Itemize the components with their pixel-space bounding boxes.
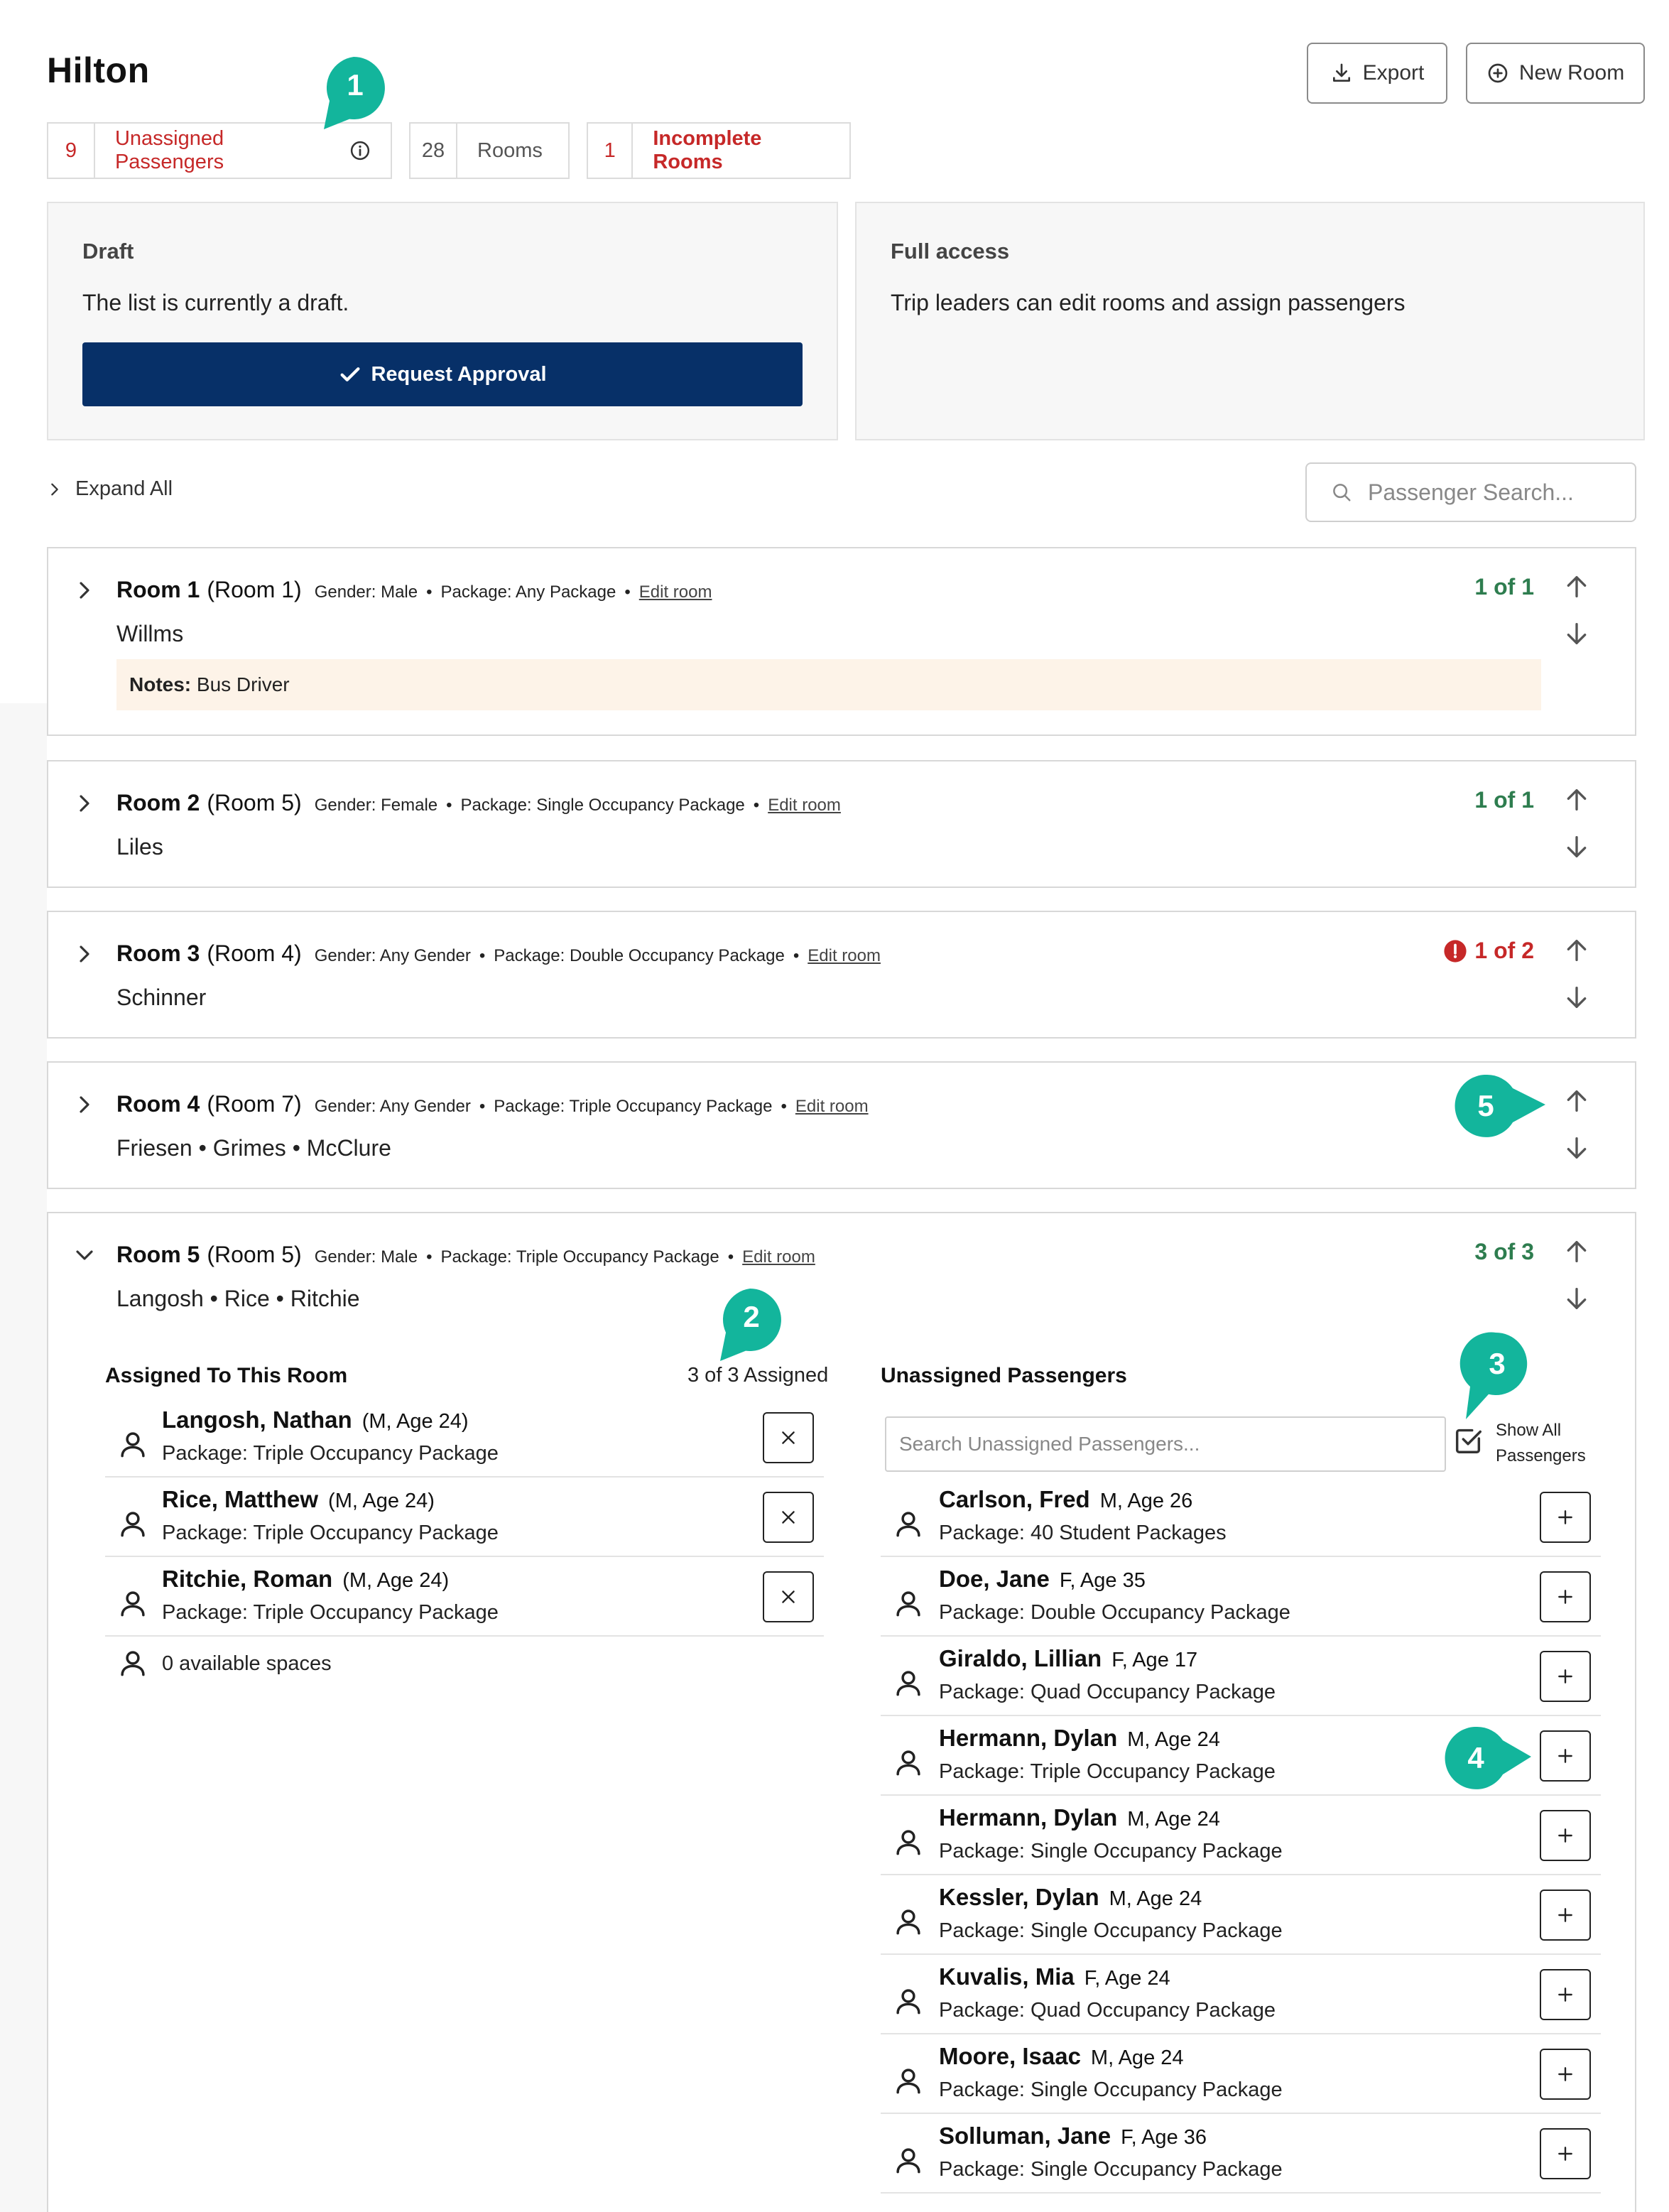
callout-badge-4 <box>1442 1725 1534 1791</box>
unassigned-passenger-row <box>881 2114 1601 2194</box>
unassigned-passenger-row <box>881 1557 1601 1637</box>
passenger-package: Package: Quad Occupancy Package <box>939 1999 1276 2022</box>
person-icon <box>893 1668 923 1698</box>
chevron-right-icon <box>47 482 62 497</box>
room-passengers: Friesen • Grimes • McClure <box>116 1135 391 1161</box>
callout-badge-3 <box>1459 1330 1530 1422</box>
rooms-label: Rooms <box>477 139 543 162</box>
room-passengers: Liles <box>116 834 163 860</box>
chevron-right-icon[interactable] <box>74 943 95 965</box>
download-icon <box>1330 62 1353 85</box>
callout-badge-2 <box>716 1284 787 1364</box>
edit-room-link[interactable]: Edit room <box>768 796 841 815</box>
person-icon <box>893 1509 923 1539</box>
meta-separator: • <box>793 946 800 965</box>
person-icon <box>893 2066 923 2096</box>
passenger-name: Langosh, Nathan (M, Age 24) <box>162 1406 469 1433</box>
edit-room-link[interactable]: Edit room <box>742 1247 815 1267</box>
move-down-arrow-icon[interactable] <box>1562 1284 1591 1313</box>
assigned-count: 3 of 3 Assigned <box>687 1364 829 1387</box>
passenger-info: (M, Age 24) <box>328 1490 435 1512</box>
left-shade <box>0 703 47 2212</box>
request-approval-label: Request Approval <box>371 362 547 386</box>
access-title: Full access <box>891 239 1010 264</box>
person-icon <box>893 2145 923 2175</box>
room-card-2 <box>47 760 1636 888</box>
room-name: Room 5 <box>116 1242 200 1267</box>
room-subname: (Room 1) <box>207 577 302 602</box>
passenger-info: M, Age 24 <box>1127 1728 1220 1751</box>
room-header <box>116 790 841 816</box>
expand-all-button[interactable] <box>47 477 173 501</box>
person-icon <box>893 1747 923 1777</box>
check-icon <box>338 362 362 386</box>
unassigned-label: Unassigned Passengers <box>114 127 224 173</box>
passenger-package: Package: Triple Occupancy Package <box>939 1760 1276 1783</box>
passenger-info: F, Age 35 <box>1059 1569 1146 1592</box>
room-passengers: Schinner <box>116 985 207 1010</box>
room-occupancy-warning <box>1443 938 1534 964</box>
passenger-name: Rice, Matthew (M, Age 24) <box>162 1486 435 1512</box>
passenger-package: Package: Single Occupancy Package <box>939 2158 1283 2181</box>
show-all-checkbox[interactable] <box>1452 1424 1484 1460</box>
room-name: Room 3 <box>116 940 200 966</box>
add-passenger-button[interactable] <box>1540 2128 1591 2179</box>
move-up-arrow-icon[interactable] <box>1562 1087 1591 1115</box>
unassigned-search-input[interactable]: Search Unassigned Passengers... <box>885 1416 1446 1472</box>
room-name: Room 4 <box>116 1091 200 1117</box>
passenger-info: M, Age 24 <box>1090 2046 1184 2069</box>
assigned-passenger-row <box>105 1478 824 1557</box>
access-panel <box>855 202 1645 440</box>
person-icon <box>118 1648 148 1678</box>
passenger-search-placeholder: Passenger Search... <box>1368 479 1574 505</box>
chevron-right-icon[interactable] <box>74 793 95 814</box>
rooms-count: 28 <box>411 124 457 178</box>
draft-title: Draft <box>82 239 134 264</box>
room-header <box>116 1091 869 1117</box>
callout-badge-1 <box>320 53 391 132</box>
callout-number: 2 <box>743 1300 760 1333</box>
room-passengers: Willms <box>116 621 184 646</box>
callout-number: 1 <box>347 68 364 102</box>
request-approval-button[interactable] <box>82 342 803 406</box>
add-passenger-button[interactable] <box>1540 1810 1591 1861</box>
passenger-name: Carlson, Fred M, Age 26 <box>939 1486 1193 1512</box>
room-package: Package: Triple Occupancy Package <box>494 1097 773 1116</box>
passenger-package: Package: Triple Occupancy Package <box>162 1442 499 1465</box>
room-gender: Gender: Male <box>314 1247 418 1267</box>
new-room-button[interactable] <box>1466 43 1645 104</box>
room-gender: Gender: Any Gender <box>314 1097 471 1116</box>
passenger-name: Hermann, Dylan M, Age 24 <box>939 1804 1220 1831</box>
room-header <box>116 1242 815 1268</box>
info-icon[interactable] <box>349 140 371 161</box>
move-down-arrow-icon[interactable] <box>1562 619 1591 648</box>
room-occupancy: 1 of 1 <box>1474 574 1534 600</box>
incomplete-rooms-stat[interactable] <box>587 122 851 179</box>
room-card-3 <box>47 911 1636 1039</box>
passenger-name: Kuvalis, Mia F, Age 24 <box>939 1963 1170 1990</box>
passenger-info: (M, Age 24) <box>361 1410 469 1433</box>
add-passenger-button[interactable] <box>1540 2049 1591 2100</box>
meta-separator: • <box>426 1247 433 1267</box>
meta-separator: • <box>426 582 433 602</box>
new-room-label: New Room <box>1518 61 1625 85</box>
room-package: Package: Triple Occupancy Package <box>440 1247 719 1267</box>
meta-separator: • <box>624 582 631 602</box>
passenger-package: Package: Triple Occupancy Package <box>162 1522 499 1544</box>
person-icon <box>893 1907 923 1936</box>
unassigned-section-title: Unassigned Passengers <box>881 1364 1127 1387</box>
available-spaces-row <box>118 1648 148 1678</box>
assigned-passenger-row <box>105 1398 824 1478</box>
move-up-arrow-icon[interactable] <box>1562 936 1591 965</box>
room-subname: (Room 5) <box>207 1242 302 1267</box>
passenger-package: Package: Single Occupancy Package <box>939 2078 1283 2101</box>
room-occupancy: 1 of 2 <box>1474 938 1534 963</box>
meta-separator: • <box>727 1247 734 1267</box>
meta-separator: • <box>446 796 452 815</box>
expand-all-label: Expand All <box>75 477 173 500</box>
person-icon <box>118 1429 148 1459</box>
add-passenger-button[interactable] <box>1540 1492 1591 1543</box>
move-down-arrow-icon[interactable] <box>1562 983 1591 1012</box>
room-subname: (Room 4) <box>207 940 302 966</box>
passenger-package: Package: 40 Student Packages <box>939 1522 1227 1544</box>
passenger-package: Package: Single Occupancy Package <box>939 1840 1283 1863</box>
meta-separator: • <box>479 1097 486 1116</box>
assigned-passenger-row <box>105 1557 824 1637</box>
passenger-name: Ritchie, Roman (M, Age 24) <box>162 1566 450 1592</box>
add-passenger-button[interactable] <box>1540 1730 1591 1782</box>
unassigned-passenger-row <box>881 2034 1601 2114</box>
incomplete-count: 1 <box>588 124 633 178</box>
room-name: Room 2 <box>116 790 200 815</box>
chevron-right-icon[interactable] <box>74 1094 95 1115</box>
person-icon <box>893 1827 923 1857</box>
remove-passenger-button[interactable] <box>763 1492 814 1543</box>
edit-room-link[interactable]: Edit room <box>638 582 712 602</box>
room-package: Package: Any Package <box>440 582 616 602</box>
chevron-right-icon[interactable] <box>74 580 95 601</box>
passenger-package: Package: Quad Occupancy Package <box>939 1681 1276 1703</box>
add-passenger-button[interactable] <box>1540 1571 1591 1622</box>
person-icon <box>118 1588 148 1618</box>
room-card-4 <box>47 1061 1636 1189</box>
room-gender: Gender: Male <box>314 582 418 602</box>
checkbox-checked-icon <box>1452 1424 1484 1456</box>
unassigned-passenger-row <box>881 1637 1601 1716</box>
callout-badge-5 <box>1452 1073 1548 1139</box>
passenger-search-input[interactable] <box>1305 462 1636 522</box>
person-icon <box>893 1986 923 2016</box>
remove-passenger-button[interactable] <box>763 1412 814 1463</box>
callout-number: 5 <box>1477 1089 1494 1122</box>
error-icon <box>1443 939 1467 963</box>
move-down-arrow-icon[interactable] <box>1562 833 1591 861</box>
page-title: Hilton <box>47 50 150 90</box>
show-all-label: Show All Passengers <box>1496 1421 1586 1465</box>
meta-separator: • <box>781 1097 787 1116</box>
unassigned-passenger-row <box>881 1875 1601 1955</box>
passenger-name: Giraldo, Lillian F, Age 17 <box>939 1645 1198 1671</box>
callout-number: 3 <box>1489 1347 1506 1380</box>
person-icon <box>118 1509 148 1539</box>
move-up-arrow-icon[interactable] <box>1562 1237 1591 1266</box>
remove-passenger-button[interactable] <box>763 1571 814 1622</box>
passenger-info: (M, Age 24) <box>342 1569 450 1592</box>
room-card-1 <box>47 547 1636 736</box>
room-passengers: Langosh • Rice • Ritchie <box>116 1286 360 1311</box>
room-occupancy: 1 of 1 <box>1474 787 1534 813</box>
passenger-info: F, Age 17 <box>1111 1649 1198 1671</box>
assigned-section-title: Assigned To This Room <box>105 1364 348 1387</box>
move-up-arrow-icon[interactable] <box>1562 573 1591 601</box>
move-down-arrow-icon[interactable] <box>1562 1134 1591 1162</box>
export-button[interactable] <box>1307 43 1447 104</box>
room-package: Package: Double Occupancy Package <box>494 946 785 965</box>
callout-number: 4 <box>1467 1741 1484 1774</box>
plus-circle-icon <box>1486 62 1509 85</box>
person-icon <box>893 1588 923 1618</box>
rooms-stat <box>409 122 570 179</box>
room-gender: Gender: Any Gender <box>314 946 471 965</box>
available-spaces: 0 available spaces <box>162 1652 332 1675</box>
room-header <box>116 577 712 603</box>
room-name: Room 1 <box>116 577 200 602</box>
passenger-name: Solluman, Jane F, Age 36 <box>939 2122 1207 2149</box>
passenger-name: Kessler, Dylan M, Age 24 <box>939 1884 1202 1910</box>
unassigned-passenger-row <box>881 1478 1601 1557</box>
passenger-info: F, Age 36 <box>1121 2126 1207 2149</box>
passenger-package: Package: Single Occupancy Package <box>939 1919 1283 1942</box>
edit-room-link[interactable]: Edit room <box>795 1097 869 1116</box>
room-gender: Gender: Female <box>314 796 438 815</box>
export-label: Export <box>1362 61 1425 85</box>
draft-panel <box>47 202 838 440</box>
access-text: Trip leaders can edit rooms and assign passengers <box>891 290 1406 315</box>
unassigned-passenger-row <box>881 1796 1601 1875</box>
notes-text: Bus Driver <box>196 673 290 695</box>
add-passenger-button[interactable] <box>1540 1651 1591 1702</box>
add-passenger-button[interactable] <box>1540 1890 1591 1941</box>
passenger-package: Package: Double Occupancy Package <box>939 1601 1290 1624</box>
move-up-arrow-icon[interactable] <box>1562 786 1591 814</box>
passenger-info: M, Age 24 <box>1127 1808 1220 1831</box>
incomplete-label: Incomplete Rooms <box>653 127 762 173</box>
passenger-name: Doe, Jane F, Age 35 <box>939 1566 1146 1592</box>
passenger-info: F, Age 24 <box>1084 1967 1170 1990</box>
meta-separator: • <box>479 946 486 965</box>
unassigned-count: 9 <box>48 124 95 178</box>
unassigned-passenger-row <box>881 1955 1601 2034</box>
passenger-name: Moore, Isaac M, Age 24 <box>939 2043 1184 2069</box>
passenger-name: Hermann, Dylan M, Age 24 <box>939 1725 1220 1751</box>
passenger-info: M, Age 26 <box>1099 1490 1193 1512</box>
room-subname: (Room 7) <box>207 1091 302 1117</box>
room-occupancy: 3 of 3 <box>1474 1239 1534 1264</box>
draft-text: The list is currently a draft. <box>82 290 349 315</box>
add-passenger-button[interactable] <box>1540 1969 1591 2020</box>
edit-room-link[interactable]: Edit room <box>808 946 881 965</box>
room-notes <box>116 659 1541 710</box>
passenger-info: M, Age 24 <box>1109 1887 1202 1910</box>
room-subname: (Room 5) <box>207 790 302 815</box>
notes-label: Notes: <box>129 673 192 695</box>
search-icon <box>1331 482 1352 503</box>
room-header <box>116 940 881 967</box>
chevron-down-icon[interactable] <box>74 1245 95 1266</box>
room-package: Package: Single Occupancy Package <box>460 796 745 815</box>
meta-separator: • <box>753 796 760 815</box>
passenger-package: Package: Triple Occupancy Package <box>162 1601 499 1624</box>
